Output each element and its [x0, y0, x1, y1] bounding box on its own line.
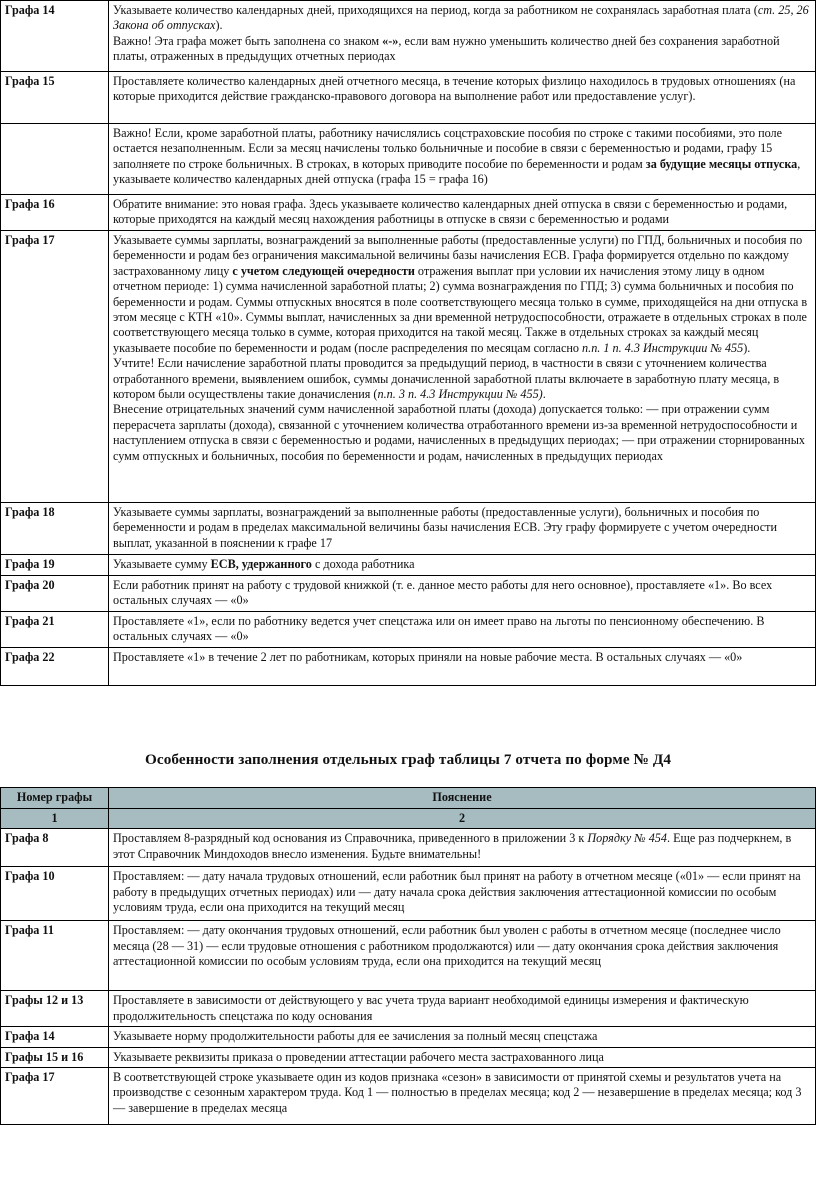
table-row — [1, 503, 816, 555]
row-explanation: В соответствующей строке указываете один из кодов признака «сезон» в зависимости от принятой схемы и результатов учета на производстве с сезонным характером труда. Код 1 — полностью в пределах месяца; код 2 — незавершение в пределах месяца; код 3 — завершение в пределах месяца — [109, 1068, 816, 1125]
section-heading: Особенности заполнения отдельных граф таблицы 7 отчета по форме № Д4 — [144, 751, 672, 768]
table-row — [1, 647, 816, 685]
row-label: Графа 11 — [1, 921, 109, 991]
row-explanation: Обратите внимание: это новая графа. Здесь указываете количество календарных дней отпуска в связи с беременностью и родами, которые приходятся на каждый месяц нахождения работницы в отпуске в связи с беременностью и родами — [109, 195, 816, 231]
table-row — [1, 576, 816, 612]
row-label: Графа 21 — [1, 611, 109, 647]
table-row — [1, 921, 816, 991]
row-label: Графа 8 — [1, 829, 109, 867]
table-header-row — [1, 788, 816, 809]
row-explanation: Проставляете «1» в течение 2 лет по работникам, которых приняли на новые рабочие места. В остальных случаях — «0» — [109, 647, 816, 685]
row-explanation: Проставляем: — дату окончания трудовых отношений, если работник был уволен с работы в отчетном месяце (последнее число месяца (28 — 31) — если трудовые отношения с работником продолжаются) или — дату окончания срока действия заключения аттестационной комиссии по особым условиям труда, если она приходится на текущий месяц — [109, 921, 816, 991]
row-label: Графы 12 и 13 — [1, 991, 109, 1027]
row-label: Графа 20 — [1, 576, 109, 612]
table-number-row — [1, 809, 816, 829]
row-label: Графы 15 и 16 — [1, 1047, 109, 1067]
table-row — [1, 1068, 816, 1125]
table-row — [1, 991, 816, 1027]
row-explanation: Указываете количество календарных дней, приходящихся на период, когда за работником не сохранялась заработная плата (ст. 25, 26 Закона об отпусках). Важно! Эта графа может быть заполнена со знаком «-», если вам нужно уменьшить количество дней без сохранения заработной платы, отраженных в предыдущих отчетных периодах — [109, 1, 816, 72]
row-label: Графа 10 — [1, 867, 109, 921]
row-explanation: Проставляете в зависимости от действующего у вас учета труда вариант необходимой единицы измерения и фактическую продолжительность спецстажа по коду основания — [109, 991, 816, 1027]
row-label: Графа 14 — [1, 1, 109, 72]
row-explanation: Если работник принят на работу с трудовой книжкой (т. е. данное место работы для него основное), проставляете «1». Во всех остальных случаях — «0» — [109, 576, 816, 612]
table-row — [1, 72, 816, 124]
table-row — [1, 124, 816, 195]
row-label: Графа 17 — [1, 231, 109, 503]
table-row — [1, 1, 816, 72]
row-explanation: Указываете суммы зарплаты, вознаграждений за выполненные работы (предоставленные услуги) по ГПД, больничных и пособия по беременности и родам без ограничения максимальной величины базы начисления ЕСВ. Графа формируется отдельно по каждому застрахованному лицу с учетом следующей очередности отражения выплат при условии их начисления этому лицу в одном отчетном периоде: 1) сумма начисленной заработной платы; 2) сумма вознаграждения по ГПД; 3) сумма больничных и пособия по беременности и родам. Суммы отпускных вносятся в поле соответствующего месяца только в сумме, приходящейся на дни отпуска в этом месяце с КТН «10». Суммы выплат, начисленных за дни временной нетрудоспособности, отражаете в отдельных строках в поле соответствующего месяца только в сумме, которая приходится на такой месяц. Также в отдельных строках за каждый месяц указываете пособие по беременности и родам (после распределения по месяцам согласно п.п. 1 п. 4.3 Инструкции № 455). Учтите! Если начисление заработной платы проводится за предыдущий период, в частности в связи с уточнением количества отработанного времени, выявлением ошибок, суммы доначисленной заработной платы включаете в заработную плату месяца, в котором были осуществлены такие доначисления (п.п. 3 п. 4.3 Инструкции № 455). Внесение отрицательных значений сумм начисленной заработной платы (дохода) допускается только: — при отражении сумм перерасчета зарплаты (дохода), связанной с уточнением количества отработанного времени из-за временной нетрудоспособности и наступлением отпуска в связи с беременностью и родами, начисленных в предыдущих периодах; — при отражении сторнированных сумм отпускных и больничных, пособия по беременности и родам, начисленных в предыдущих периодах — [109, 231, 816, 503]
row-explanation: Указываете норму продолжительности работы для ее зачисления за полный месяц спецстажа — [109, 1027, 816, 1047]
row-label: Графа 16 — [1, 195, 109, 231]
row-label: Графа 17 — [1, 1068, 109, 1125]
row-explanation: Проставляете «1», если по работнику ведется учет спецстажа или он имеет право на льготы по пенсионному обеспечению. В остальных случаях — «0» — [109, 611, 816, 647]
row-explanation: Указываете реквизиты приказа о проведении аттестации рабочего места застрахованного лица — [109, 1047, 816, 1067]
row-explanation: Важно! Если, кроме заработной платы, работнику начислялись соцстраховские пособия по строке с такими пособиями, это поле остается незаполненным. Если за месяц начислены только больничные и пособие в связи с беременностью и родами, графу 15 заполняете по строке больничных. В строках, в которых приводите пособие по беременности и родам за будущие месяцы отпуска, указываете количество календарных дней отпуска (графа 15 = графа 16) — [109, 124, 816, 195]
row-explanation: Проставляем 8-разрядный код основания из Справочника, приведенного в приложении 3 к Порядку № 454. Еще раз подчеркнем, в этот Справочник Миндоходов внесло изменения. Будьте внимательны! — [109, 829, 816, 867]
table-row — [1, 1027, 816, 1047]
column-number-2: 2 — [109, 809, 816, 829]
row-label: Графа 19 — [1, 555, 109, 576]
row-label — [1, 124, 109, 195]
table-row — [1, 829, 816, 867]
table7-explanations-table — [0, 787, 816, 1125]
table-row — [1, 611, 816, 647]
table-row — [1, 195, 816, 231]
column-header-number: Номер графы — [1, 788, 109, 809]
column-header-explanation: Пояснение — [109, 788, 816, 809]
row-explanation: Указываете сумму ЕСВ, удержанного с дохода работника — [109, 555, 816, 576]
row-explanation: Проставляем: — дату начала трудовых отношений, если работник был принят на работу в отчетном месяце («01» — если принят на работу в предыдущих отчетных периодах) или — дату начала срока действия заключения аттестационной комиссии по особым условиям труда, если она приходится на текущий месяц — [109, 867, 816, 921]
table-row — [1, 1047, 816, 1067]
table-row — [1, 555, 816, 576]
table-row — [1, 867, 816, 921]
row-label: Графа 14 — [1, 1027, 109, 1047]
row-explanation: Указываете суммы зарплаты, вознаграждений за выполненные работы (предоставленные услуги), больничных и пособия по беременности и родам в пределах максимальной величины базы начисления ЕСВ. Эту графу формируете с учетом очередности выплат, указанной в пояснении к графе 17 — [109, 503, 816, 555]
row-label: Графа 15 — [1, 72, 109, 124]
row-label: Графа 18 — [1, 503, 109, 555]
row-label: Графа 22 — [1, 647, 109, 685]
row-explanation: Проставляете количество календарных дней отчетного месяца, в течение которых физлицо находилось в трудовых отношениях (на которые приходится действие гражданско-правового договора на выполнение работ или предоставление услуг). — [109, 72, 816, 124]
table-row — [1, 231, 816, 503]
column-number-1: 1 — [1, 809, 109, 829]
